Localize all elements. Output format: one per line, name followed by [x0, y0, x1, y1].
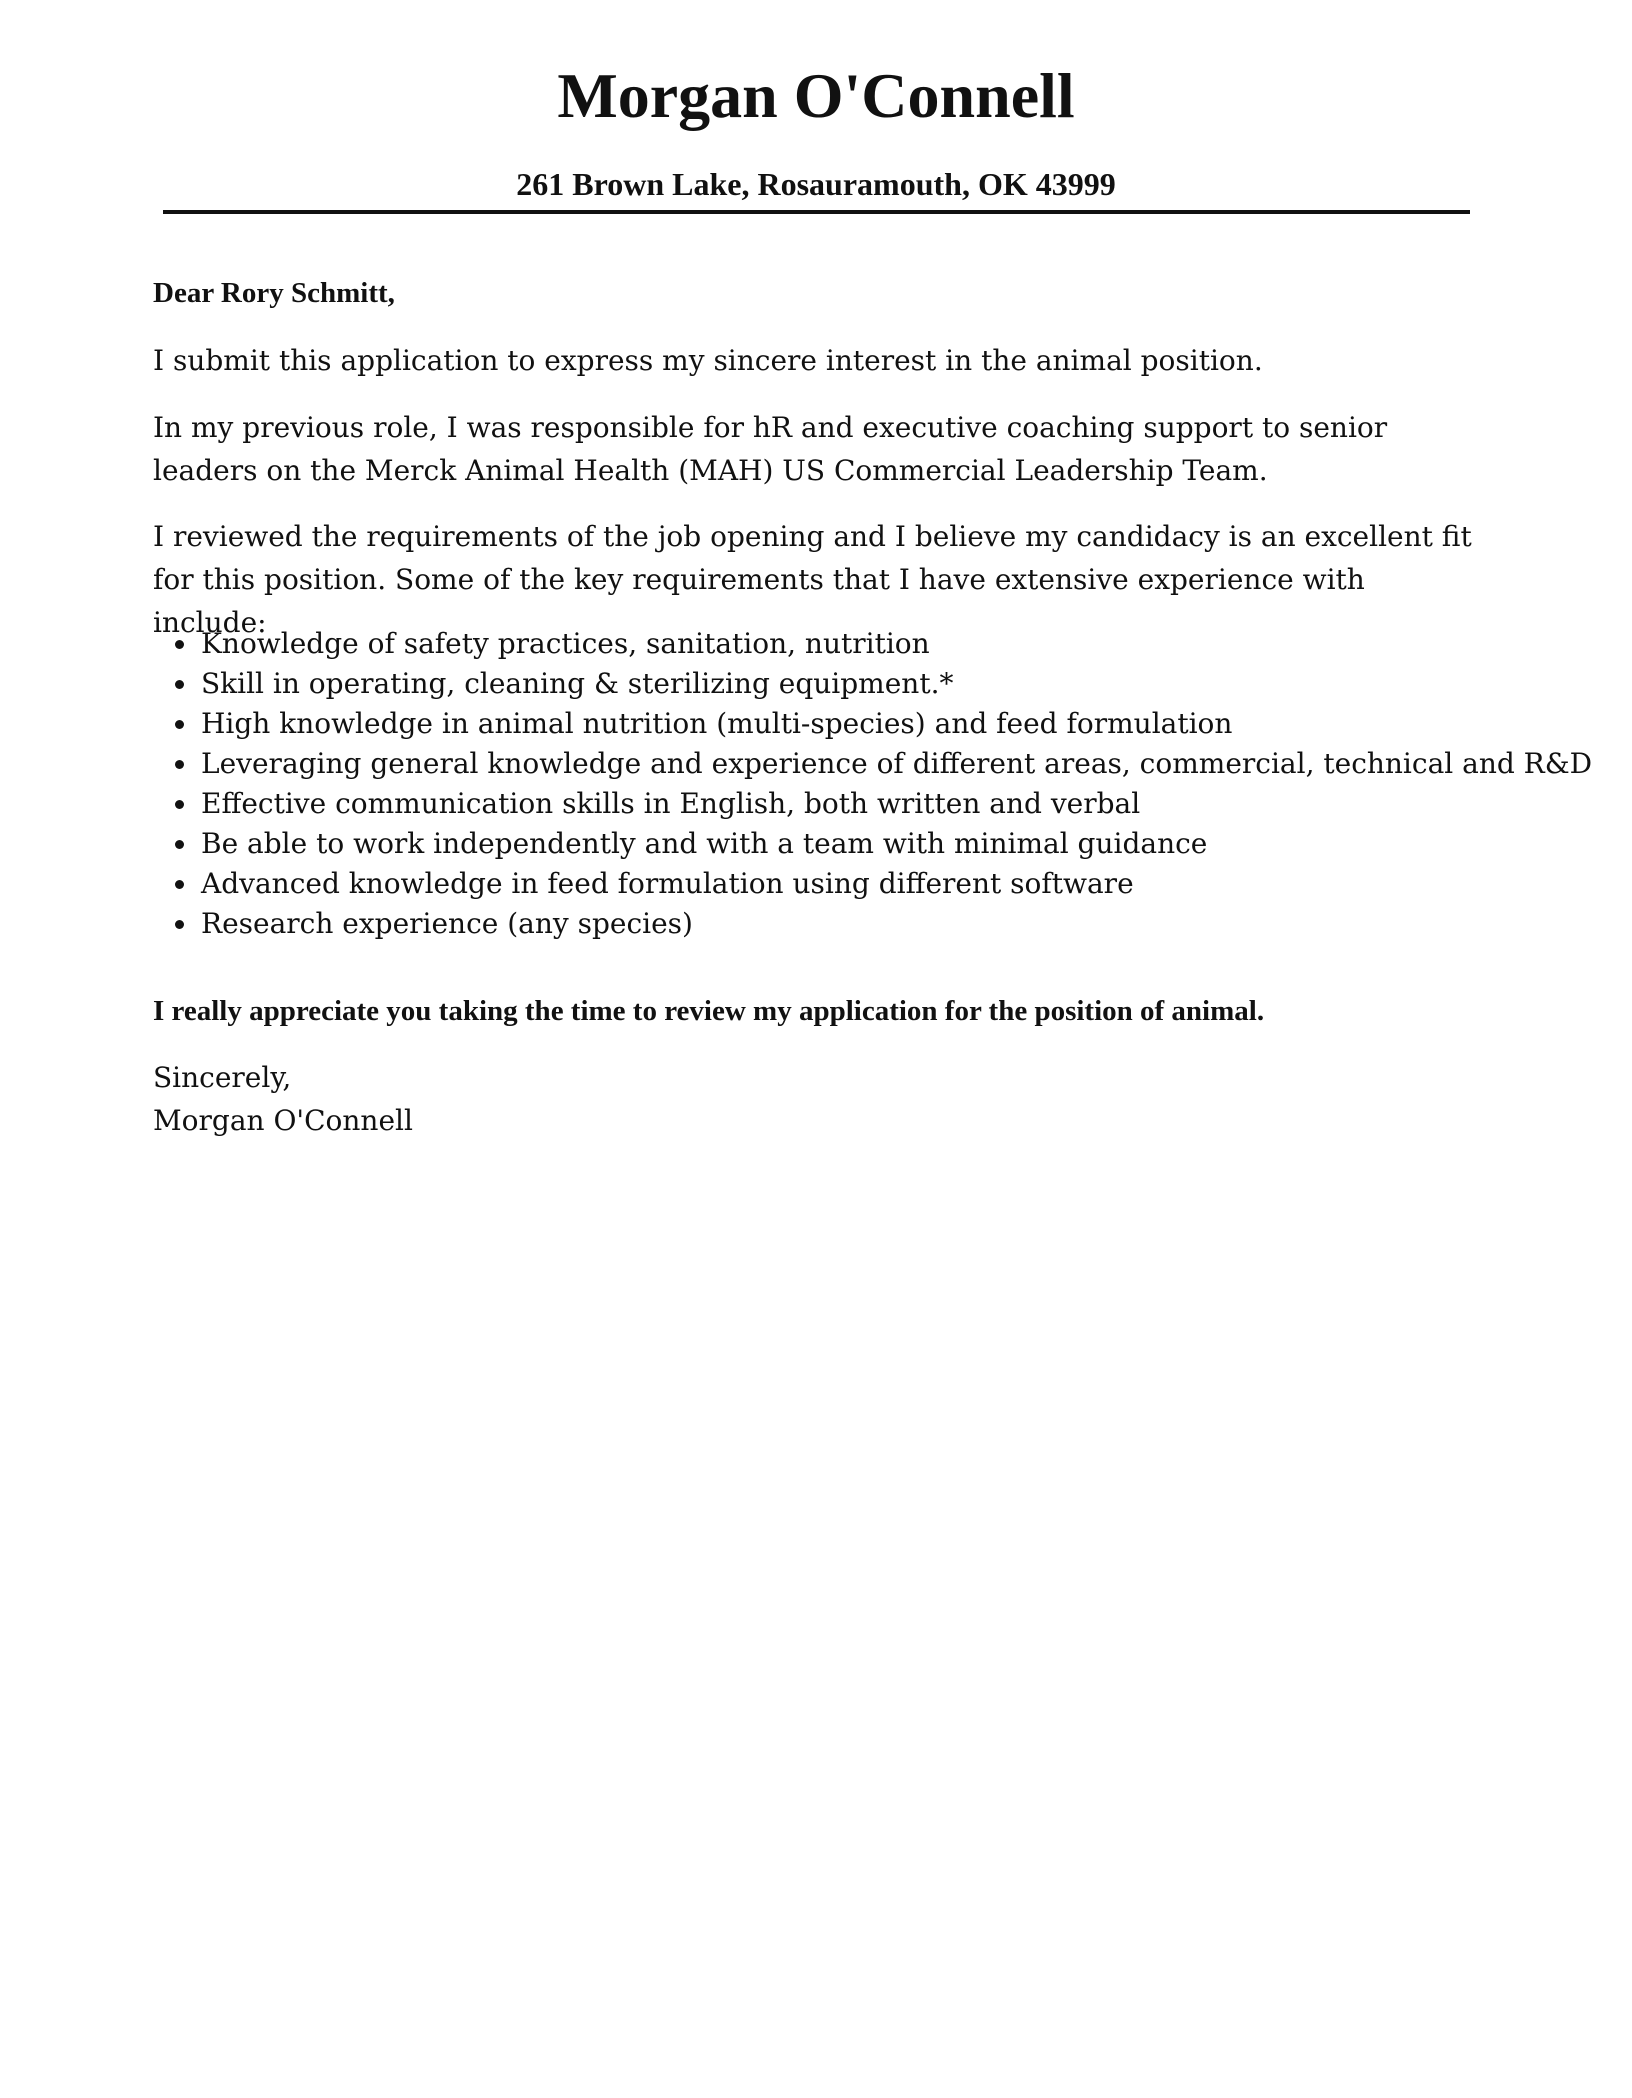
intro-paragraph: I submit this application to express my sincere interest in the animal position.	[153, 344, 1263, 377]
applicant-address: 261 Brown Lake, Rosauramouth, OK 43999	[516, 166, 1116, 202]
list-item	[153, 904, 1493, 944]
bullet-icon	[175, 640, 184, 649]
signoff: Sincerely,	[153, 1061, 292, 1094]
list-item-text: Knowledge of safety practices, sanitation, nutrition	[201, 627, 930, 660]
list-item-text: Leveraging general knowledge and experience of different areas, commercial, technical and R&D	[201, 747, 1593, 780]
list-item-text: High knowledge in animal nutrition (multi-species) and feed formulation	[201, 707, 1233, 740]
bullet-icon	[175, 920, 184, 929]
list-item	[153, 744, 1593, 784]
header-divider	[163, 210, 1470, 214]
list-item-text: Effective communication skills in English, both written and verbal	[201, 787, 1141, 820]
list-item	[153, 784, 1493, 824]
bullet-icon	[175, 800, 184, 809]
closing-statement: I really appreciate you taking the time to review my application for the position of animal.	[153, 995, 1265, 1027]
experience-paragraph: In my previous role, I was responsible for hR and executive coaching support to senior leaders on the Merck Animal Health (MAH) US Commercial Leadership Team.	[153, 411, 1388, 487]
bullet-icon	[175, 680, 184, 689]
list-item-text: Skill in operating, cleaning & sterilizing equipment.*	[201, 667, 954, 700]
list-item	[153, 704, 1493, 744]
bullet-icon	[175, 840, 184, 849]
list-item	[153, 864, 1493, 904]
list-item-text: Be able to work independently and with a team with minimal guidance	[201, 827, 1208, 860]
bullet-icon	[175, 720, 184, 729]
bullet-icon	[175, 760, 184, 769]
list-item	[153, 824, 1493, 864]
bullet-icon	[175, 880, 184, 889]
signature-name: Morgan O'Connell	[153, 1104, 413, 1137]
applicant-name: Morgan O'Connell	[557, 60, 1075, 131]
requirements-paragraph: I reviewed the requirements of the job opening and I believe my candidacy is an excellent fit for this position. Some of the key requirements that I have extensive experience with include:	[153, 520, 1472, 639]
list-item-text: Advanced knowledge in feed formulation using different software	[201, 867, 1134, 900]
greeting: Dear Rory Schmitt,	[153, 277, 395, 309]
list-item	[153, 664, 1493, 704]
list-item-text: Research experience (any species)	[201, 907, 693, 940]
list-item	[153, 624, 1493, 664]
requirements-list	[153, 624, 1593, 944]
